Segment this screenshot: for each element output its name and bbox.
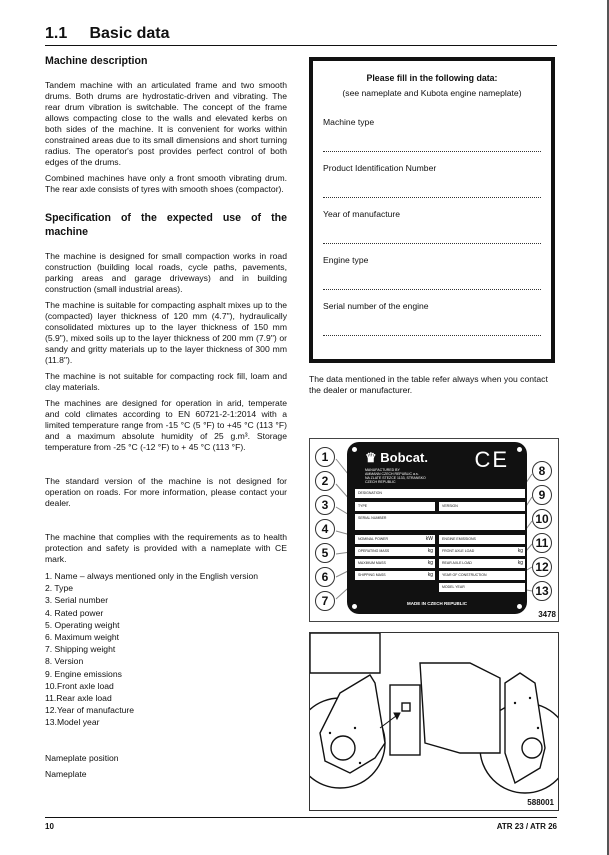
callout-8: 8 (532, 461, 552, 481)
field-label: Serial number of the engine (323, 301, 429, 311)
fill-line (323, 289, 541, 290)
callout-9: 9 (532, 485, 552, 505)
plate-row-shipping-mass: SHIPPING MASS kg (355, 571, 435, 580)
paragraph: The machines are designed for operation in arid, temperate and cold climates according to EN 60721-2-1:2014 with a limited temperature range from -15 °C (5 °F) to +45 °C (113 °F) and a maximum absolute humidity of 25 g.m³. Storage temperature from -25 °C (-12 °F) to + 45 °C (113 °F). (45, 398, 287, 452)
callout-11: 11 (532, 533, 552, 553)
callout-12: 12 (532, 557, 552, 577)
list-item: 2. Type (45, 583, 74, 594)
plate-row-rear-axle-load: REAR AXLE LOAD kg (439, 559, 525, 568)
manufacturer-line: MANUFACTURED BY (365, 468, 400, 472)
callout-1: 1 (315, 447, 335, 467)
articulation-frame (390, 685, 420, 755)
callout-2: 2 (315, 471, 335, 491)
plate-row-designation: DESIGNATION (355, 489, 525, 498)
paragraph: Tandem machine with an articulated frame and two smooth drums. Both drums are hydrostatic-driven and vibrating. The rear drum vibration is switchable. The concept of the frame allows compacting close to the walls and elevated kerbs on both sides of the machine. It is convenient for works within constrained areas due to its small dimensions and short turning radius. The operator's post provides perfect control of both edges of the drums. (45, 80, 287, 167)
nameplate-item-list (45, 570, 287, 729)
brand-name: Bobcat. (380, 450, 428, 465)
plate-row-year-of-construction: YEAR OF CONSTRUCTION (439, 571, 525, 580)
fill-line (323, 197, 541, 198)
figure-id: 588001 (527, 798, 554, 807)
contact-note: The data mentioned in the table refer always when you contact the dealer or manufacturer. (309, 374, 548, 395)
page-number: 10 (45, 822, 54, 831)
callout-3: 3 (315, 495, 335, 515)
fill-line (323, 151, 541, 152)
caption-nameplate: Nameplate (45, 768, 87, 779)
plate-row-model-year: MODEL YEAR (439, 583, 525, 592)
callout-6: 6 (315, 567, 335, 587)
plate-row-serial: SERIAL NUMBER (355, 514, 525, 530)
list-item: 11.Rear axle load (45, 693, 112, 704)
nameplate-figure (309, 438, 559, 622)
list-item: 5. Operating weight (45, 619, 120, 630)
fill-line (323, 335, 541, 336)
plate-row-front-axle-load: FRONT AXLE LOAD kg (439, 547, 525, 556)
bobcat-logo (365, 450, 428, 466)
nameplate-position-drawing (309, 632, 559, 811)
manufacturer-line: CZECH REPUBLIC (365, 480, 396, 484)
fill-box-subtitle: (see nameplate and Kubota engine nameplate) (342, 88, 522, 98)
list-item: 12.Year of manufacture (45, 705, 135, 716)
made-in-label: MADE IN CZECH REPUBLIC (406, 601, 467, 606)
field-label: Engine type (323, 255, 369, 265)
callout-10: 10 (532, 509, 552, 529)
plate-row-type: TYPE (355, 502, 435, 511)
ce-mark: CE (474, 447, 509, 472)
plate-row-operating-mass: OPERATING MASS kg (355, 547, 435, 556)
section-title: Basic data (89, 25, 170, 42)
list-item: 13.Model year (45, 717, 100, 728)
field-engine-type[interactable] (323, 255, 541, 265)
callout-13: 13 (532, 581, 552, 601)
field-engine-serial-number[interactable] (323, 301, 541, 311)
manufacturer-info (365, 468, 426, 484)
list-item: 6. Maximum weight (45, 632, 120, 643)
field-label: Machine type (323, 117, 375, 127)
rivet (517, 447, 522, 452)
field-year-of-manufacture[interactable] (323, 209, 541, 219)
nameplate-plate (347, 442, 527, 614)
plate-row-maximum-mass: MAXIMUM MASS kg (355, 559, 435, 568)
model-label: ATR 23 / ATR 26 (496, 822, 557, 831)
roller-machine-drawing (310, 633, 558, 810)
rear-frame (420, 663, 500, 753)
bobcat-head-icon: ♛ (365, 450, 377, 465)
field-machine-type[interactable] (323, 117, 541, 127)
front-hub (331, 736, 355, 760)
field-label: Year of manufacture (323, 209, 401, 219)
paragraph: The machine is designed for small compaction works in road construction (building local roads, cycle paths, pavements, parking areas and garage driveways) and in building construction (small industrial areas). (45, 251, 287, 294)
nameplate-location (402, 703, 410, 711)
specification-heading: Specification of the expected use of the machine (45, 212, 287, 238)
paragraph: The machine that complies with the requirements as to health protection and safety is provided with a nameplate with CE mark. (45, 532, 287, 564)
list-item: 3. Serial number (45, 595, 109, 606)
list-item: 8. Version (45, 656, 84, 667)
callout-5: 5 (315, 543, 335, 563)
paragraph: The machine is not suitable for compacting rock fill, loam and clay materials. (45, 371, 287, 392)
footer-divider (45, 817, 557, 818)
fill-in-data-box (309, 57, 555, 363)
paragraph: Combined machines have only a front smooth vibrating drum. The rear axle consists of tyres with smooth shoes (compactor). (45, 173, 287, 194)
caption-nameplate-position: Nameplate position (45, 752, 119, 763)
list-item: 1. Name – always mentioned only in the English version (45, 571, 259, 581)
front-drum-plate (320, 675, 385, 773)
rivet (352, 447, 357, 452)
list-item: 9. Engine emissions (45, 668, 122, 679)
plate-row-engine-emissions: ENGINE EMISSIONS (439, 535, 525, 544)
callout-7: 7 (315, 591, 335, 611)
paragraph: The standard version of the machine is not designed for operation on roads. For more information, please contact your dealer. (45, 476, 287, 508)
figure-id: 3478 (538, 610, 556, 619)
title-divider (45, 45, 557, 46)
field-label: Product Identification Number (323, 163, 437, 173)
list-item: 10.Front axle load (45, 680, 114, 691)
section-number: 1.1 (45, 25, 68, 42)
list-item: 7. Shipping weight (45, 644, 116, 655)
manufacturer-line: NA ZLATE STEZCE 1133, STRANSKO (365, 476, 426, 480)
rear-hub (522, 738, 542, 758)
fill-line (323, 243, 541, 244)
fill-box-header (313, 71, 551, 101)
fill-box-title: Please fill in the following data: (366, 73, 498, 83)
plate-row-version: VERSION (439, 502, 525, 511)
front-frame (310, 633, 380, 673)
manufacturer-line: AMMANN CZECH REPUBLIC a.s. (365, 472, 419, 476)
plate-row-nominal-power: NOMINAL POWER kW (355, 535, 435, 544)
machine-description-heading: Machine description (45, 55, 148, 67)
callout-4: 4 (315, 519, 335, 539)
page-title (45, 25, 170, 43)
field-product-id-number[interactable] (323, 163, 541, 173)
paragraph: The machine is suitable for compacting asphalt mixes up to the (compacted) layer thickness of 120 mm (4.7"), hydraulically consolidated mixtures up to the layer thickness of 150 mm (5.9"), mixed soils up to the layer thickness of 200 mm (7.9") or sandy and gritty materials up to the layer thickness of 300 mm (11.8"). (45, 300, 287, 365)
left-column (45, 54, 287, 785)
list-item: 4. Rated power (45, 607, 104, 618)
